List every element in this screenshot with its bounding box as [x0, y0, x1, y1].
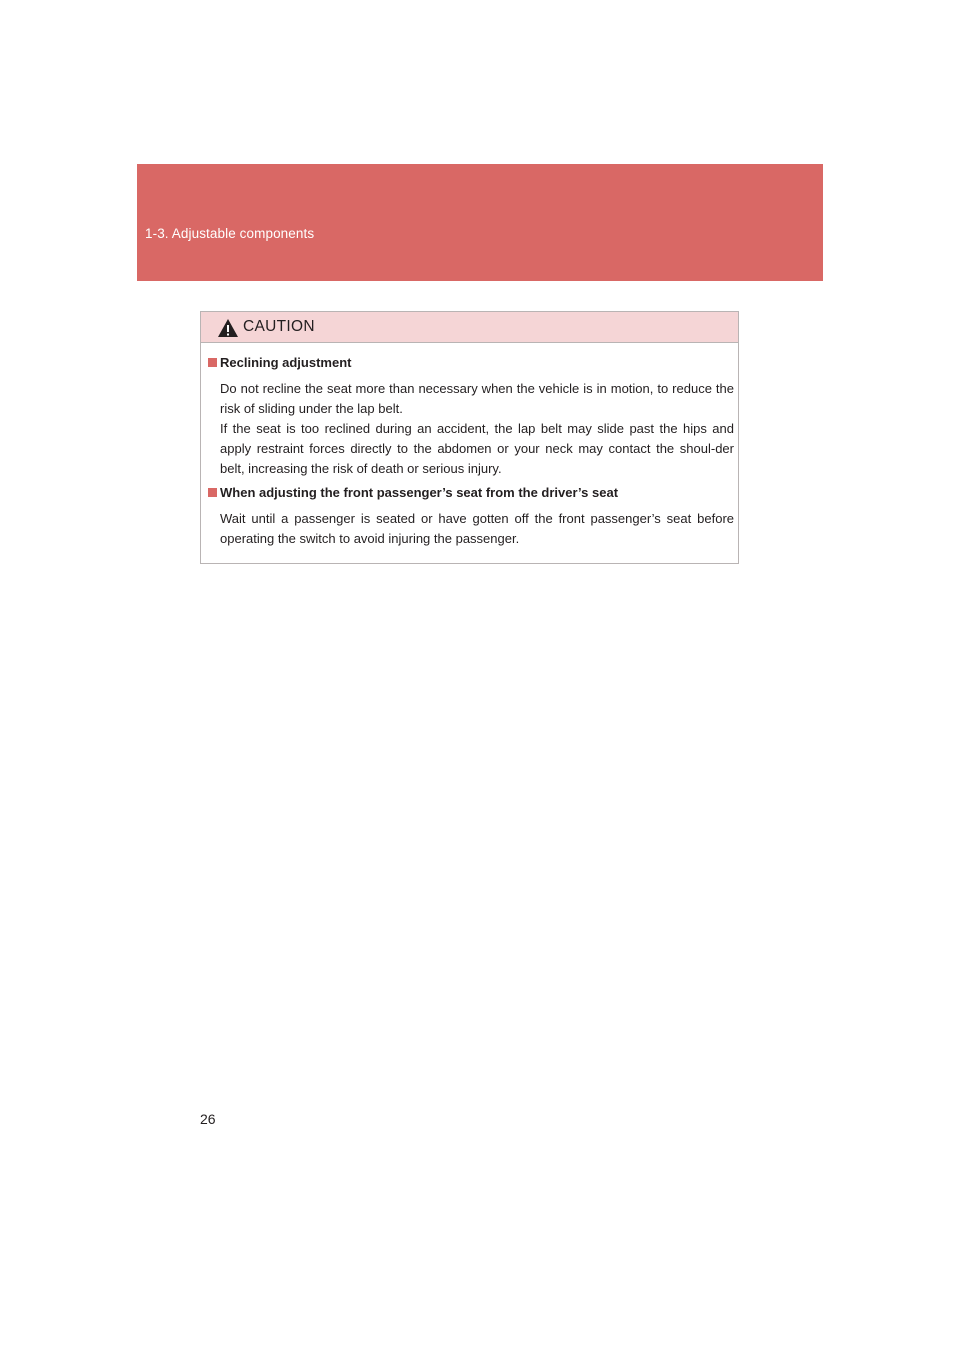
warning-triangle-icon [217, 318, 239, 338]
paragraph: If the seat is too reclined during an accident, the lap belt may slide past the hips and apply restraint forces directly to the abdomen or your neck may contact the shoul-der belt, increasing the risk of death or serious injury. [220, 421, 734, 476]
caution-box [200, 311, 739, 564]
bullet-square-icon [208, 488, 217, 497]
caution-header [201, 312, 738, 343]
item-heading-passenger-seat: When adjusting the front passenger’s seat from the driver’s seat [208, 485, 618, 500]
item-text-reclining [220, 379, 734, 479]
section-title: 1-3. Adjustable components [145, 226, 315, 241]
caution-title: CAUTION [243, 318, 315, 335]
item-heading-reclining: Reclining adjustment [208, 355, 351, 370]
paragraph: Wait until a passenger is seated or have gotten off the front passenger’s seat before operating the switch to avoid injuring the passenger. [220, 511, 734, 546]
item-text-passenger-seat [220, 509, 734, 549]
bullet-square-icon [208, 358, 217, 367]
page-number: 26 [200, 1111, 216, 1127]
header-band [137, 164, 823, 281]
paragraph: Do not recline the seat more than necessary when the vehicle is in motion, to reduce the risk of sliding under the lap belt. [220, 381, 734, 416]
